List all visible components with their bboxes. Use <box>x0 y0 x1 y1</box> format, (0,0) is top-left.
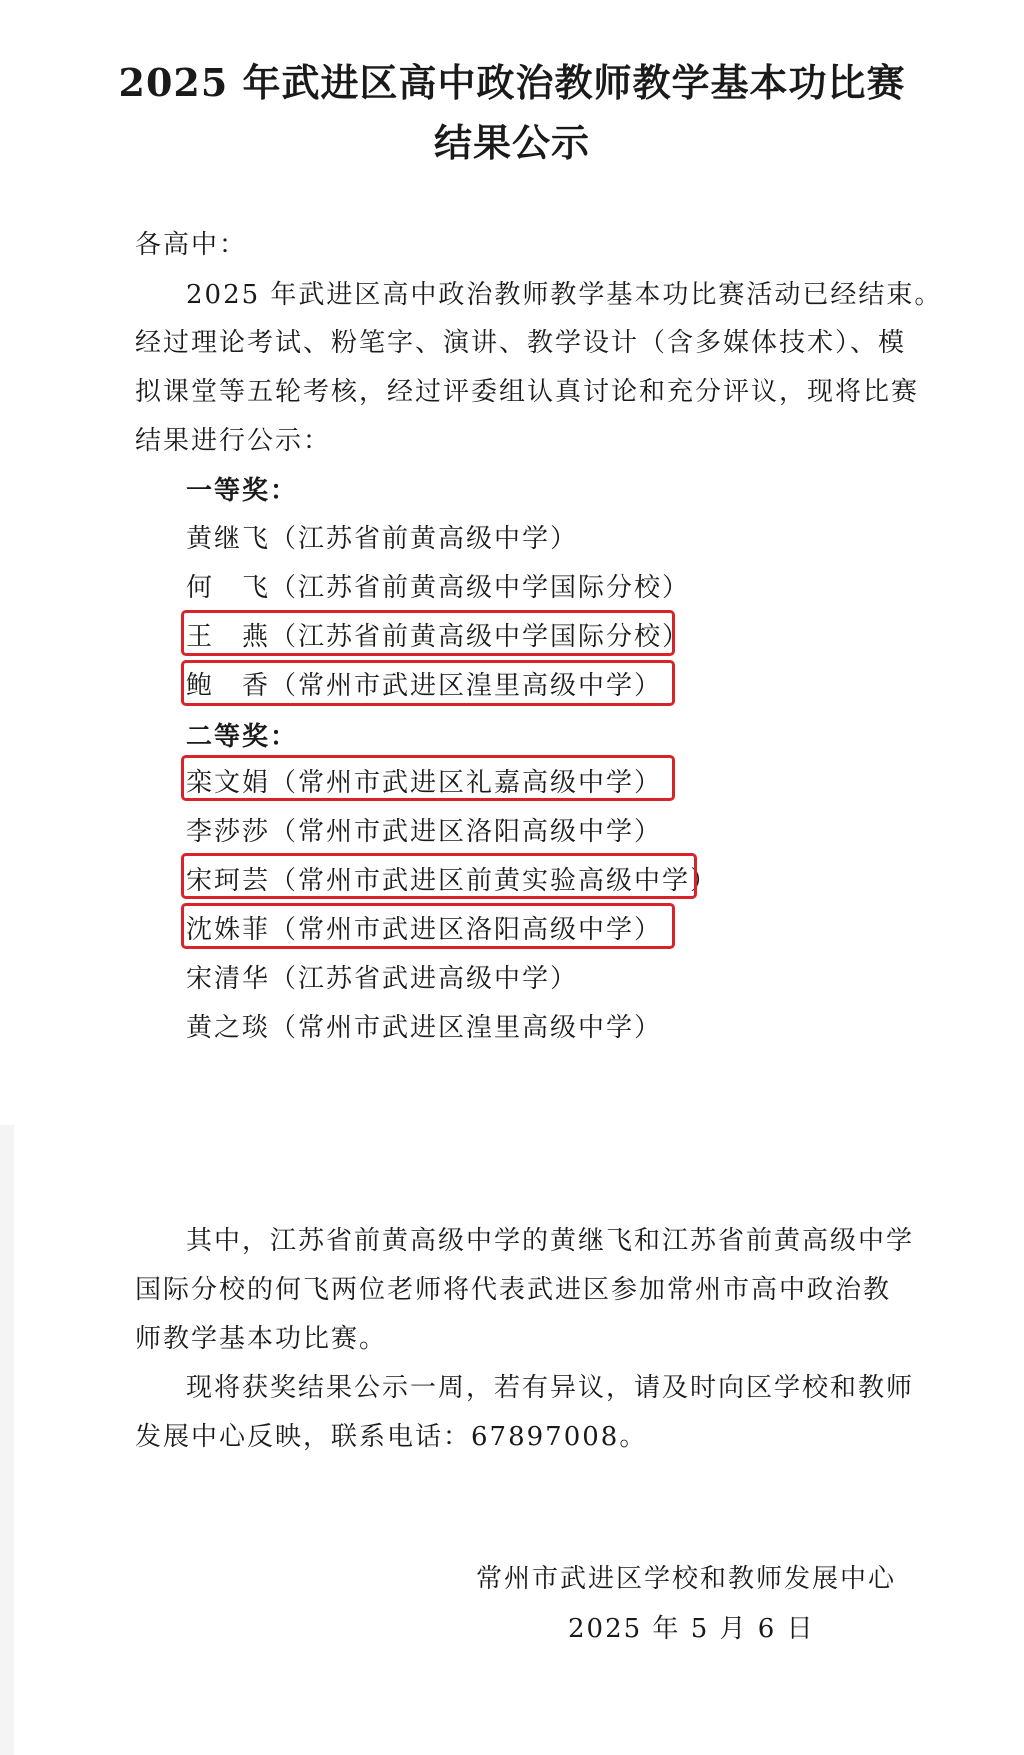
signature-date: 2025 年 5 月 6 日 <box>568 1614 815 1644</box>
intro-line: 拟课堂等五轮考核，经过评委组认真讨论和充分评议，现将比赛 <box>135 377 920 407</box>
note-line: 国际分校的何飞两位老师将代表武进区参加常州市高中政治教 <box>135 1275 892 1305</box>
notice-line: 发展中心反映，联系电话：67897008。 <box>135 1422 648 1452</box>
winner-item: 何 飞（江苏省前黄高级中学国际分校） <box>186 573 691 603</box>
winner-item: 栾文娟（常州市武进区礼嘉高级中学） <box>186 768 663 798</box>
document-title-line-1: 2025 年武进区高中政治教师教学基本功比赛 <box>118 60 906 105</box>
second-prize-heading: 二等奖： <box>186 722 299 752</box>
highlight-box <box>181 853 697 899</box>
note-line: 师教学基本功比赛。 <box>135 1324 388 1354</box>
intro-line: 结果进行公示： <box>135 426 332 456</box>
intro-line: 2025 年武进区高中政治教师教学基本功比赛活动已经结束。 <box>186 280 943 310</box>
highlight-box <box>181 610 675 656</box>
note-line: 其中，江苏省前黄高级中学的黄继飞和江苏省前黄高级中学 <box>186 1226 915 1256</box>
scan-shadow <box>0 1125 14 1755</box>
document-title-line-2: 结果公示 <box>433 120 590 165</box>
winner-item: 李莎莎（常州市武进区洛阳高级中学） <box>186 817 663 847</box>
salutation: 各高中： <box>135 230 248 260</box>
winner-item: 沈姝菲（常州市武进区洛阳高级中学） <box>186 915 663 945</box>
intro-line: 经过理论考试、粉笔字、演讲、教学设计（含多媒体技术）、模 <box>135 328 907 358</box>
notice-line: 现将获奖结果公示一周，若有异议，请及时向区学校和教师 <box>186 1373 915 1403</box>
winner-item: 黄继飞（江苏省前黄高级中学） <box>186 524 579 554</box>
highlight-box <box>181 755 675 801</box>
highlight-box <box>181 903 675 949</box>
winner-item: 宋珂芸（常州市武进区前黄实验高级中学） <box>186 866 719 896</box>
signature-org: 常州市武进区学校和教师发展中心 <box>476 1564 897 1594</box>
highlight-box <box>181 660 675 706</box>
winner-item: 王 燕（江苏省前黄高级中学国际分校） <box>186 622 691 652</box>
winner-item: 黄之琰（常州市武进区湟里高级中学） <box>186 1013 663 1043</box>
first-prize-heading: 一等奖： <box>186 476 299 506</box>
winner-item: 鲍 香（常州市武进区湟里高级中学） <box>186 671 663 701</box>
winner-item: 宋清华（江苏省武进高级中学） <box>186 964 579 994</box>
